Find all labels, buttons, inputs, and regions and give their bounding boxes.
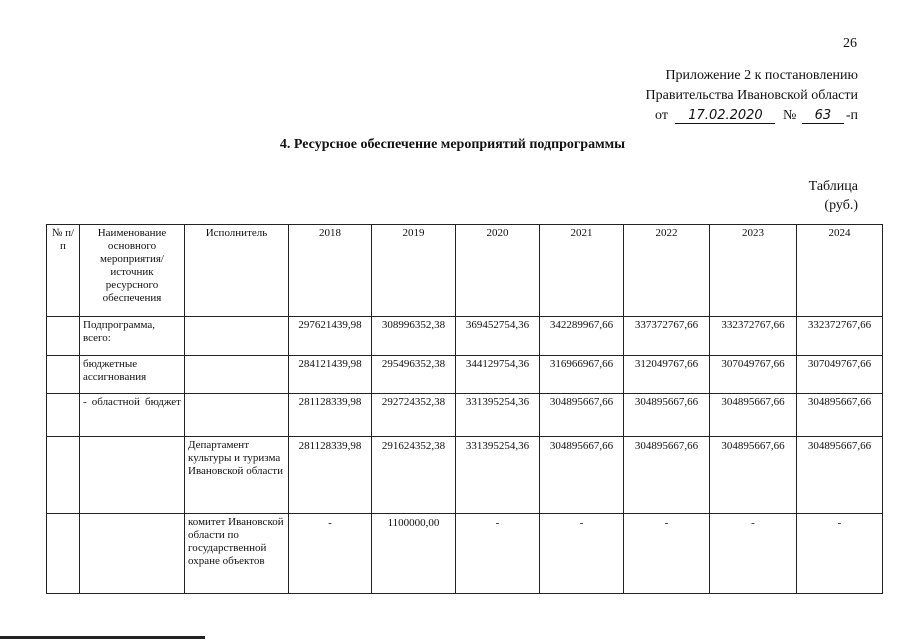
table-row (47, 317, 883, 356)
cell-2020: 331395254,36 (456, 437, 540, 514)
cell-2024: 304895667,66 (797, 394, 883, 437)
cell-2018: 284121439,98 (289, 356, 372, 394)
table-row (47, 394, 883, 437)
col-header-2022: 2022 (624, 225, 710, 317)
cell-executor: Департамент культуры и туризма Ивановской области (185, 437, 289, 514)
cell-executor: комитет Ивановской области по государственной охране объектов (185, 514, 289, 594)
cell-name (80, 514, 185, 594)
cell-executor (185, 356, 289, 394)
table-row (47, 514, 883, 594)
bottom-rule (0, 636, 205, 639)
appendix-block (646, 66, 858, 126)
cell-2019: 295496352,38 (372, 356, 456, 394)
cell-num (47, 317, 80, 356)
cell-2024: - (797, 514, 883, 594)
cell-2024: 304895667,66 (797, 437, 883, 514)
cell-2023: 332372767,66 (710, 317, 797, 356)
cell-executor (185, 394, 289, 437)
appendix-date: 17.02.2020 (675, 108, 775, 124)
cell-name: Подпрограмма, всего: (80, 317, 185, 356)
cell-2021: 342289967,66 (540, 317, 624, 356)
cell-2020: 331395254,36 (456, 394, 540, 437)
cell-2024: 332372767,66 (797, 317, 883, 356)
appendix-line-3 (646, 106, 858, 126)
cell-2019: 292724352,38 (372, 394, 456, 437)
appendix-prefix: от (655, 108, 668, 123)
cell-2021: 304895667,66 (540, 437, 624, 514)
cell-2023: - (710, 514, 797, 594)
table-caption-unit: (руб.) (824, 198, 858, 213)
appendix-suffix: -п (845, 108, 858, 123)
cell-name (80, 437, 185, 514)
col-header-2021: 2021 (540, 225, 624, 317)
table-row (47, 437, 883, 514)
appendix-number-label: № (782, 108, 797, 123)
cell-num (47, 514, 80, 594)
cell-2020: 369452754,36 (456, 317, 540, 356)
cell-2018: 297621439,98 (289, 317, 372, 356)
col-header-num: № п/п (47, 225, 80, 317)
table-caption-label: Таблица (808, 179, 858, 194)
cell-2022: - (624, 514, 710, 594)
cell-2023: 304895667,66 (710, 437, 797, 514)
table-caption (809, 177, 858, 215)
cell-2022: 312049767,66 (624, 356, 710, 394)
col-header-2019: 2019 (372, 225, 456, 317)
cell-2019: 291624352,38 (372, 437, 456, 514)
table-row (47, 356, 883, 394)
cell-num (47, 356, 80, 394)
appendix-number: 63 (802, 108, 844, 124)
cell-2023: 307049767,66 (710, 356, 797, 394)
cell-num (47, 437, 80, 514)
cell-2024: 307049767,66 (797, 356, 883, 394)
cell-2021: 304895667,66 (540, 394, 624, 437)
appendix-line-2: Правительства Ивановской области (645, 88, 858, 103)
cell-2021: - (540, 514, 624, 594)
appendix-line-1: Приложение 2 к постановлению (665, 68, 858, 83)
cell-2020: 344129754,36 (456, 356, 540, 394)
cell-name: бюджетные ассигнования (80, 356, 185, 394)
resource-table (46, 224, 883, 594)
cell-2022: 337372767,66 (624, 317, 710, 356)
cell-2023: 304895667,66 (710, 394, 797, 437)
col-header-2023: 2023 (710, 225, 797, 317)
cell-2019: 308996352,38 (372, 317, 456, 356)
cell-num (47, 394, 80, 437)
cell-name: - областной бюджет (80, 394, 185, 437)
col-header-2024: 2024 (797, 225, 883, 317)
col-header-2020: 2020 (456, 225, 540, 317)
table-header-row (47, 225, 883, 317)
cell-2022: 304895667,66 (624, 394, 710, 437)
cell-2018: 281128339,98 (289, 394, 372, 437)
cell-2018: 281128339,98 (289, 437, 372, 514)
col-header-name: Наименование основного мероприятия/ источник ресурсного обеспечения (80, 225, 185, 317)
cell-executor (185, 317, 289, 356)
cell-2018: - (289, 514, 372, 594)
cell-2021: 316966967,66 (540, 356, 624, 394)
section-title: 4. Ресурсное обеспечение мероприятий подпрограммы (279, 137, 626, 152)
col-header-2018: 2018 (289, 225, 372, 317)
cell-2020: - (456, 514, 540, 594)
cell-2022: 304895667,66 (624, 437, 710, 514)
page-number: 26 (843, 36, 857, 51)
col-header-executor: Исполнитель (185, 225, 289, 317)
cell-2019: 1100000,00 (372, 514, 456, 594)
